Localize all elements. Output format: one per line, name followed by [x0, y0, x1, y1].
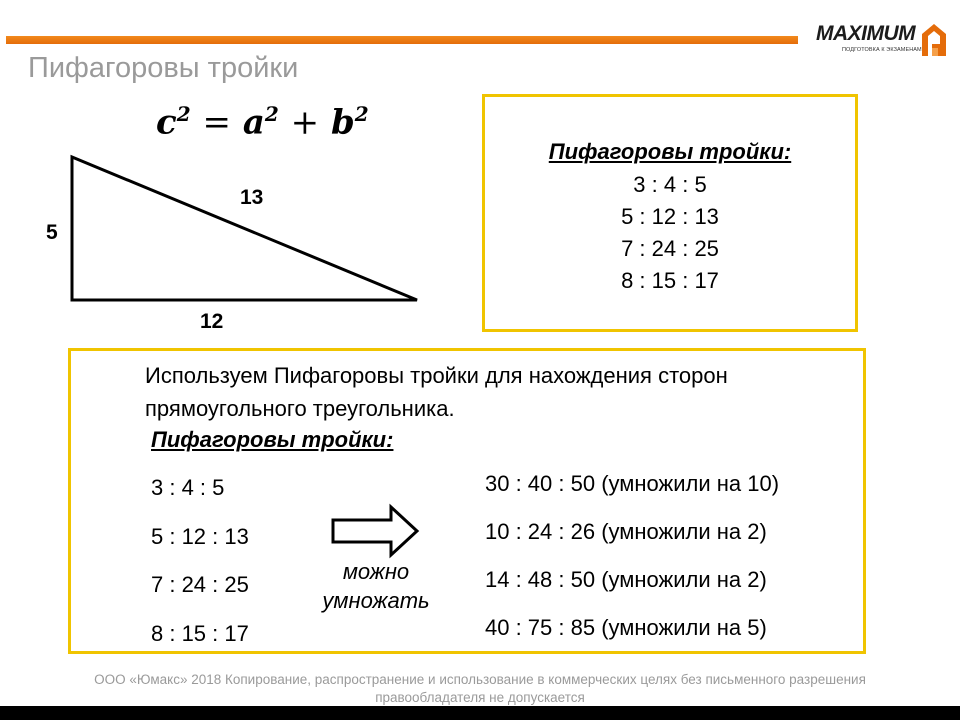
header-accent-rule	[6, 36, 798, 44]
triples-box	[482, 94, 858, 332]
right-arrow-icon	[329, 503, 423, 559]
logo-tagline: ПОДГОТОВКА К ЭКЗАМЕНАМ	[842, 47, 922, 53]
base-triple: 3 : 4 : 5	[151, 475, 225, 500]
pythagorean-formula	[156, 102, 369, 142]
base-triple: 5 : 12 : 13	[151, 523, 249, 549]
formula-exp-b: 2	[354, 102, 369, 126]
base-triple: 8 : 15 : 17	[151, 620, 249, 646]
logo-wordmark: MAXIMUM	[816, 22, 916, 45]
triples-list	[485, 169, 855, 297]
triple-item: 5 : 12 : 13	[621, 204, 719, 229]
arrow-caption-line2: умножать	[322, 588, 430, 613]
usage-intro: Используем Пифагоровы тройки для нахождения сторон прямоугольного треугольника.	[145, 363, 728, 421]
leg-horizontal-label: 12	[200, 310, 224, 333]
formula-a: a	[242, 102, 265, 143]
leg-vertical-label: 5	[46, 221, 58, 244]
scaled-triple: 14 : 48 : 50 (умножили на 2)	[485, 567, 767, 592]
hypotenuse-label: 13	[240, 186, 264, 209]
right-triangle	[60, 150, 430, 310]
formula-exp-a: 2	[264, 102, 279, 126]
triple-item: 7 : 24 : 25	[621, 236, 719, 261]
triple-item: 3 : 4 : 5	[633, 172, 707, 197]
maximum-logo	[814, 18, 946, 62]
copyright-footer	[40, 671, 920, 707]
scaled-triples-list	[485, 467, 779, 659]
scaled-triple: 10 : 24 : 26 (умножили на 2)	[485, 519, 767, 544]
page-title: Пифагоровы тройки	[28, 52, 299, 84]
formula-c: c	[156, 102, 177, 143]
scaled-triple: 30 : 40 : 50 (умножили на 10)	[485, 471, 780, 496]
footer-line2: правообладателя не допускается	[375, 690, 585, 705]
triples-heading: Пифагоровы тройки:	[548, 139, 792, 164]
base-triples-list	[151, 471, 249, 665]
arrow-caption	[301, 557, 451, 615]
logo-mark-icon	[918, 20, 948, 60]
triple-item: 8 : 15 : 17	[621, 268, 719, 293]
formula-plus: +	[290, 102, 320, 143]
scaled-triple: 40 : 75 : 85 (умножили на 5)	[485, 615, 767, 640]
formula-b: b	[330, 102, 355, 143]
base-triple: 7 : 24 : 25	[151, 572, 249, 597]
usage-heading: Пифагоровы тройки:	[151, 427, 394, 452]
formula-exp-c: 2	[176, 102, 191, 126]
footer-line1: ООО «Юмакс» 2018 Копирование, распространение и использование в коммерческих целях без письменного разрешения	[94, 672, 866, 687]
formula-equals: =	[202, 102, 231, 143]
bottom-rule	[0, 706, 960, 720]
triangle-shape	[72, 157, 417, 300]
arrow-caption-line1: можно	[342, 559, 410, 584]
usage-box	[68, 348, 866, 654]
